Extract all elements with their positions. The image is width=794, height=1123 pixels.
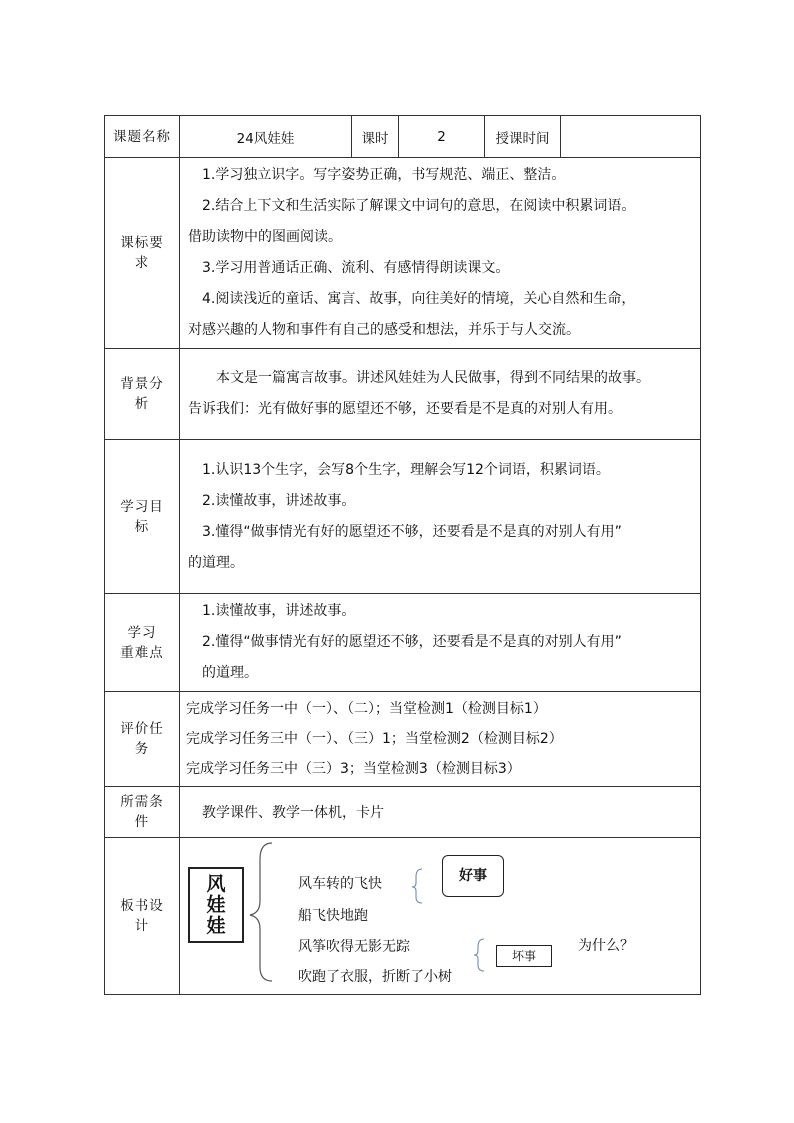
- background-row: [105, 349, 701, 440]
- goals-label-text: 学习目标: [120, 498, 164, 535]
- goals-content: [180, 440, 701, 594]
- evaluation-label: [105, 692, 180, 787]
- background-label-text: 背景分析: [120, 376, 164, 412]
- conditions-content: [180, 787, 701, 838]
- requirement-item: 借助读物中的图画阅读。: [188, 229, 342, 245]
- board-line-4: 吹跑了衣服，折断了小树: [298, 968, 452, 985]
- requirement-item: 1.学习独立识字。写字姿势正确，书写规范、端正、整洁。: [202, 167, 566, 183]
- board-row: [105, 838, 701, 995]
- time-value: [561, 116, 701, 158]
- key-points-label-1: 学习: [127, 624, 157, 641]
- conditions-label: [105, 787, 180, 838]
- requirement-item: 2.结合上下文和生活实际了解课文中词句的意思，在阅读中积累词语。: [202, 198, 636, 214]
- board-line-2: 船飞快地跑: [298, 907, 368, 924]
- period-value: 2: [399, 116, 485, 158]
- period-label: 课时: [352, 116, 399, 158]
- goal-line: 2.读懂故事，讲述故事。: [202, 492, 356, 509]
- requirements-label-text: 课标要求: [120, 235, 164, 271]
- board-design: [180, 838, 701, 995]
- lesson-plan-table: [104, 115, 701, 995]
- requirement-item: 3.学习用普通话正确、流利、有感情得朗读课文。: [202, 260, 510, 276]
- evaluation-line: 完成学习任务三中（一）、（三）1；当堂检测2（检测目标2）: [186, 731, 563, 747]
- key-points-label-2: 重难点: [120, 644, 164, 661]
- conditions-label-text: 所需条件: [120, 794, 164, 830]
- goal-line: 的道理。: [188, 554, 244, 571]
- title-label: 课题名称: [105, 116, 180, 158]
- board-title-char: 娃: [206, 893, 226, 916]
- board-line-1: 风车转的飞快: [298, 875, 382, 892]
- board-label-text: 板书设计: [120, 898, 164, 934]
- key-points-content: [180, 594, 701, 692]
- goals-label: [105, 440, 180, 594]
- evaluation-label-text: 评价任务: [120, 721, 164, 757]
- background-label: [105, 349, 180, 440]
- goal-line: 3.懂得“做事情光有好的愿望还不够，还要看是不是真的对别人有用”: [202, 523, 622, 540]
- board-label: [105, 838, 180, 995]
- bad-box: 坏事: [496, 945, 552, 967]
- evaluation-content: [180, 692, 701, 787]
- good-bracket: [412, 869, 422, 903]
- evaluation-line: 完成学习任务一中（一）、（二）；当堂检测1（检测目标1）: [186, 701, 547, 717]
- title-value: 24风娃娃: [180, 116, 352, 158]
- requirement-item: 4.阅读浅近的童话、寓言、故事，向往美好的情境，关心自然和生命，: [202, 291, 636, 307]
- requirement-item: 对感兴趣的人物和事件有自己的感受和想法，并乐于与人交流。: [188, 322, 580, 338]
- time-label: 授课时间: [485, 116, 561, 158]
- key-points-label: [105, 594, 180, 692]
- conditions-text: 教学课件、教学一体机，卡片: [202, 805, 384, 821]
- bad-bracket: [474, 939, 484, 971]
- evaluation-row: [105, 692, 701, 787]
- good-box: 好事: [442, 855, 504, 897]
- evaluation-line: 完成学习任务三中（三）3；当堂检测3（检测目标3）: [186, 761, 521, 777]
- requirements-row: [105, 158, 701, 349]
- goals-row: [105, 440, 701, 594]
- header-row: [105, 116, 701, 158]
- conditions-row: [105, 787, 701, 838]
- requirements-label: [105, 158, 180, 349]
- board-title-char: 风: [206, 872, 226, 895]
- background-content: [180, 349, 701, 440]
- key-point-line: 2.懂得“做事情光有好的愿望还不够，还要看是不是真的对别人有用”: [202, 634, 622, 650]
- board-title-char: 娃: [206, 914, 226, 937]
- key-point-line: 1.读懂故事，讲述故事。: [202, 603, 356, 619]
- left-brace: [250, 843, 272, 981]
- board-line-3: 风筝吹得无影无踪: [298, 938, 410, 955]
- key-points-row: [105, 594, 701, 692]
- background-line: 本文是一篇寓言故事。讲述风娃娃为人民做事，得到不同结果的故事。: [216, 370, 650, 386]
- requirements-content: [180, 158, 701, 349]
- key-point-line: 的道理。: [202, 665, 258, 681]
- why-question: 为什么？: [578, 937, 634, 954]
- background-line: 告诉我们：光有做好事的愿望还不够，还要看是不是真的对别人有用。: [188, 401, 622, 417]
- goal-line: 1.认识13个生字，会写8个生字，理解会写12个词语，积累词语。: [202, 461, 610, 478]
